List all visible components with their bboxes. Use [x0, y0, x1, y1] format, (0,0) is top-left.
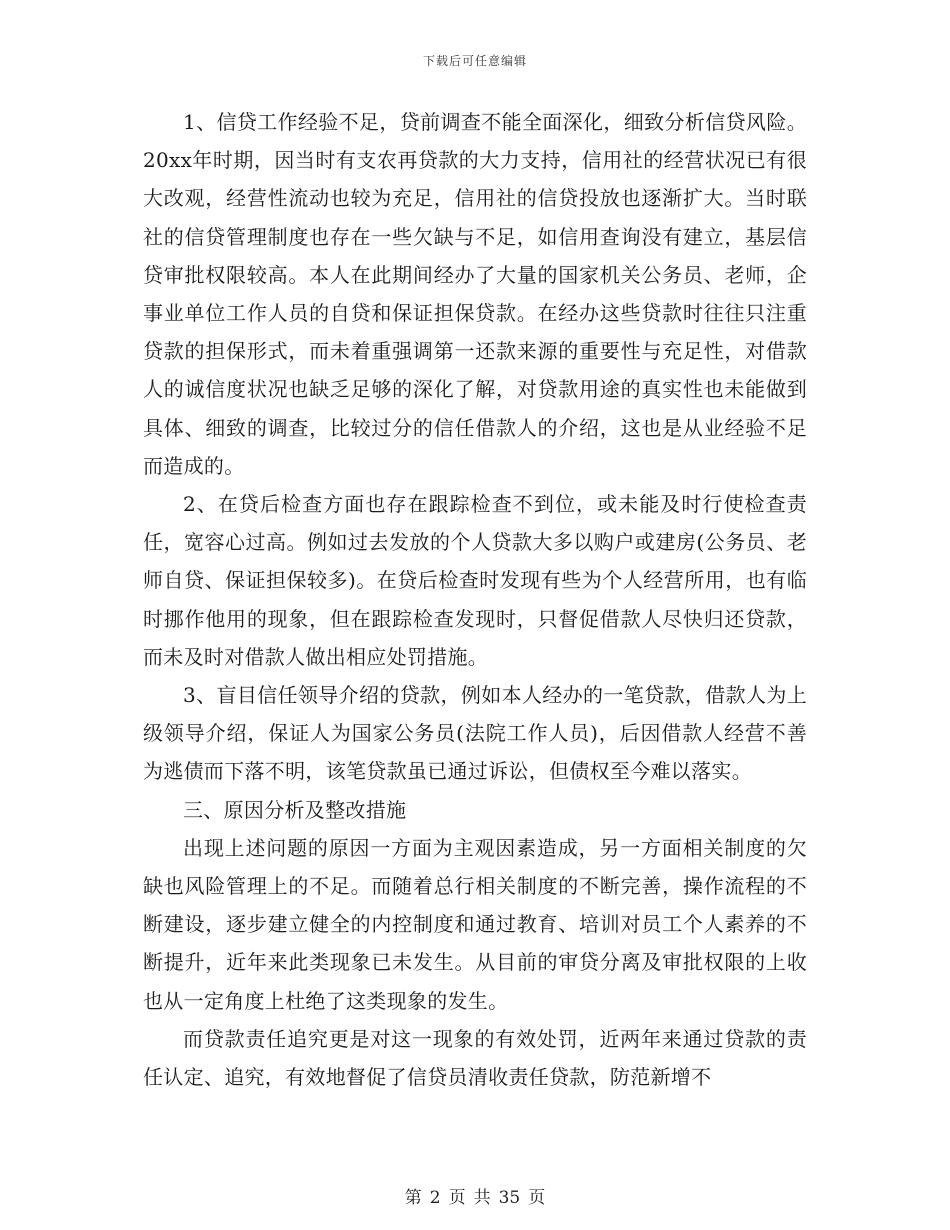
total-pages: 35 [498, 1188, 521, 1208]
paragraph-cause-analysis: 出现上述问题的原因一方面为主观因素造成，另一方面相关制度的欠缺也风险管理上的不足。而随着总行相关制度的不断完善，操作流程的不断建设，逐步建立健全的内控制度和通过教育、培训对员工个人素养的不断提升，近年来此类现象已未发生。从目前的审贷分离及审批权限的上收也从一定角度上杜绝了这类现象的发生。 [143, 835, 807, 1013]
page-footer [0, 1183, 950, 1208]
page-number: 2 [429, 1188, 441, 1208]
paragraph-item-2: 2、在贷后检查方面也存在跟踪检查不到位，或未能及时行使检查责任，宽容心过高。例如过去发放的个人贷款大多以购户或建房(公务员、老师自贷、保证担保较多)。在贷后检查时发现有些为个人经营所用，也有临时挪作他用的现象，但在跟踪检查发现时，只督促借款人尽快归还贷款，而未及时对借款人做出相应处罚措施。 [143, 492, 807, 669]
page-label-prefix: 第 [404, 1188, 422, 1208]
page-header: 下载后可任意编辑 [422, 54, 527, 68]
section-heading: 三、原因分析及整改措施 [183, 797, 407, 822]
document-body [143, 103, 807, 1096]
paragraph-accountability: 而贷款责任追究更是对这一现象的有效处罚，近两年来通过贷款的责任认定、追究，有效地督促了信贷员清收责任贷款，防范新增不 [143, 1026, 807, 1090]
total-label: 共 [473, 1188, 491, 1208]
page-label-suffix: 页 [528, 1188, 546, 1208]
page-label-mid: 页 [448, 1188, 466, 1208]
paragraph-item-1: 1、信贷工作经验不足，贷前调查不能全面深化，细致分析信贷风险。20xx年时期，因当时有支农再贷款的大力支持，信用社的经营状况已有很大改观，经营性流动也较为充足，信用社的信贷投放也逐渐扩大。当时联社的信贷管理制度也存在一些欠缺与不足，如信用查询没有建立，基层信贷审批权限较高。本人在此期间经办了大量的国家机关公务员、老师，企事业单位工作人员的自贷和保证担保贷款。在经办这些贷款时往往只注重贷款的担保形式，而未着重强调第一还款来源的重要性与充足性，对借款人的诚信度状况也缺乏足够的深化了解，对贷款用途的真实性也未能做到具体、细致的调查，比较过分的信任借款人的介绍，这也是从业经验不足而造成的。 [143, 110, 807, 478]
paragraph-item-3: 3、盲目信任领导介绍的贷款，例如本人经办的一笔贷款，借款人为上级领导介绍，保证人为国家公务员(法院工作人员)，后因借款人经营不善为逃债而下落不明，该笔贷款虽已通过诉讼，但债权至今难以落实。 [143, 683, 807, 784]
